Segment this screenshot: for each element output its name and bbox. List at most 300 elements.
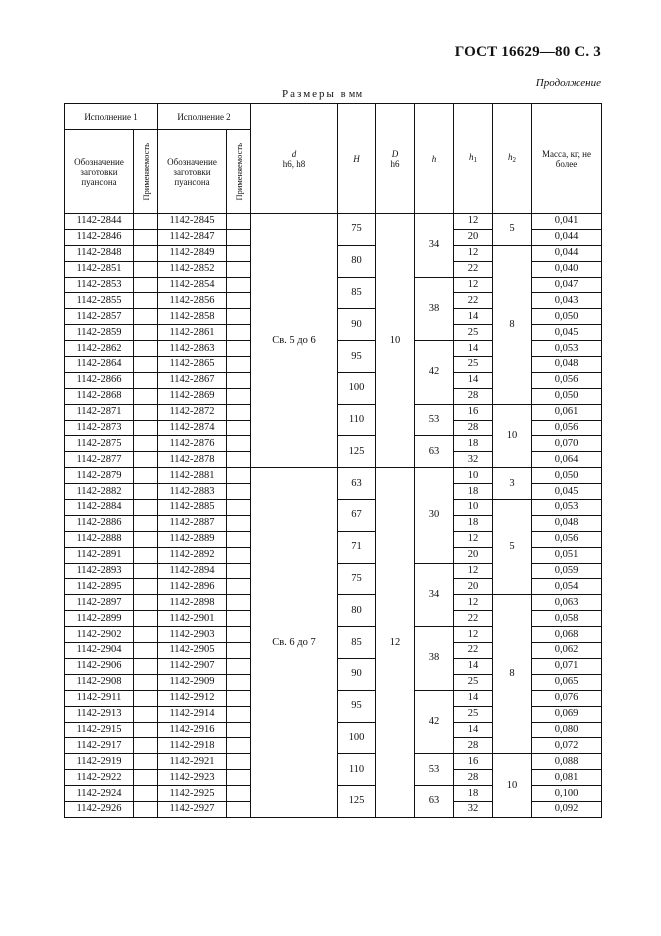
code-2-cell: 1142-2885 <box>158 500 227 516</box>
code-2-cell: 1142-2858 <box>158 309 227 325</box>
header-D-tolerance: h6 <box>390 158 400 169</box>
applicability-2-cell <box>227 261 251 277</box>
code-2-cell: 1142-2901 <box>158 611 227 627</box>
code-1-cell: 1142-2877 <box>65 452 134 468</box>
H-cell: 90 <box>338 658 376 690</box>
code-2-cell: 1142-2909 <box>158 674 227 690</box>
header-h: h <box>415 104 454 214</box>
applicability-1-cell <box>134 595 158 611</box>
h-cell: 42 <box>415 341 454 405</box>
applicability-1-cell <box>134 404 158 420</box>
mass-cell: 0,056 <box>532 420 602 436</box>
dimensions-label: Размеры <box>282 88 336 100</box>
code-2-cell: 1142-2896 <box>158 579 227 595</box>
code-1-cell: 1142-2859 <box>65 325 134 341</box>
h1-cell: 22 <box>454 611 493 627</box>
h-cell: 38 <box>415 627 454 691</box>
code-2-cell: 1142-2925 <box>158 786 227 802</box>
h1-cell: 14 <box>454 658 493 674</box>
code-2-cell: 1142-2881 <box>158 468 227 484</box>
H-cell: 67 <box>338 500 376 532</box>
applicability-2-cell <box>227 436 251 452</box>
header-h2-symbol: h <box>508 152 513 162</box>
code-1-cell: 1142-2862 <box>65 341 134 357</box>
H-cell: 110 <box>338 404 376 436</box>
header-code-2: Обозначение заготовки пуансона <box>158 130 227 214</box>
applicability-1-cell <box>134 277 158 293</box>
H-cell: 95 <box>338 341 376 373</box>
header-D-symbol: D <box>391 148 399 159</box>
h-cell: 53 <box>415 754 454 786</box>
header-h1 <box>454 104 493 214</box>
applicability-1-cell <box>134 261 158 277</box>
h2-cell: 8 <box>493 595 532 754</box>
H-cell: 90 <box>338 309 376 341</box>
applicability-1-cell <box>134 722 158 738</box>
mass-cell: 0,071 <box>532 658 602 674</box>
code-1-cell: 1142-2922 <box>65 770 134 786</box>
h1-cell: 18 <box>454 484 493 500</box>
code-2-cell: 1142-2845 <box>158 214 227 230</box>
applicability-2-cell <box>227 245 251 261</box>
mass-cell: 0,100 <box>532 786 602 802</box>
header-applicability-2-text: Применяемость <box>233 142 244 201</box>
h1-cell: 14 <box>454 722 493 738</box>
h1-cell: 12 <box>454 627 493 643</box>
code-1-cell: 1142-2908 <box>65 674 134 690</box>
code-1-cell: 1142-2902 <box>65 627 134 643</box>
applicability-2-cell <box>227 452 251 468</box>
h1-cell: 16 <box>454 404 493 420</box>
h1-cell: 14 <box>454 690 493 706</box>
applicability-1-cell <box>134 452 158 468</box>
applicability-2-cell <box>227 627 251 643</box>
H-cell: 75 <box>338 214 376 246</box>
header-D <box>376 104 415 214</box>
continuation-label: Продолжение <box>535 77 601 89</box>
header-h2-subscript: 2 <box>512 156 516 164</box>
applicability-2-cell <box>227 563 251 579</box>
H-cell: 71 <box>338 531 376 563</box>
applicability-2-cell <box>227 420 251 436</box>
code-1-cell: 1142-2871 <box>65 404 134 420</box>
code-1-cell: 1142-2853 <box>65 277 134 293</box>
applicability-1-cell <box>134 801 158 817</box>
applicability-1-cell <box>134 229 158 245</box>
header-version-1: Исполнение 1 <box>65 104 158 130</box>
code-1-cell: 1142-2891 <box>65 547 134 563</box>
code-2-cell: 1142-2872 <box>158 404 227 420</box>
code-2-cell: 1142-2856 <box>158 293 227 309</box>
h-cell: 34 <box>415 214 454 278</box>
mass-cell: 0,062 <box>532 643 602 659</box>
mass-cell: 0,044 <box>532 245 602 261</box>
h1-cell: 20 <box>454 229 493 245</box>
header-h1-subscript: 1 <box>473 156 477 164</box>
code-1-cell: 1142-2846 <box>65 229 134 245</box>
mass-cell: 0,053 <box>532 500 602 516</box>
h1-cell: 18 <box>454 786 493 802</box>
h1-cell: 22 <box>454 261 493 277</box>
applicability-2-cell <box>227 595 251 611</box>
applicability-1-cell <box>134 754 158 770</box>
h1-cell: 16 <box>454 754 493 770</box>
applicability-2-cell <box>227 674 251 690</box>
h1-cell: 22 <box>454 643 493 659</box>
code-2-cell: 1142-2923 <box>158 770 227 786</box>
applicability-1-cell <box>134 309 158 325</box>
code-2-cell: 1142-2905 <box>158 643 227 659</box>
applicability-2-cell <box>227 388 251 404</box>
code-2-cell: 1142-2912 <box>158 690 227 706</box>
applicability-1-cell <box>134 372 158 388</box>
h-cell: 34 <box>415 563 454 627</box>
H-cell: 125 <box>338 786 376 818</box>
code-1-cell: 1142-2844 <box>65 214 134 230</box>
code-2-cell: 1142-2876 <box>158 436 227 452</box>
H-cell: 85 <box>338 627 376 659</box>
applicability-2-cell <box>227 309 251 325</box>
mass-cell: 0,058 <box>532 611 602 627</box>
h1-cell: 12 <box>454 563 493 579</box>
h-cell: 30 <box>415 468 454 563</box>
h-cell: 38 <box>415 277 454 341</box>
H-cell: 63 <box>338 468 376 500</box>
h1-cell: 25 <box>454 357 493 373</box>
mass-cell: 0,056 <box>532 372 602 388</box>
code-2-cell: 1142-2847 <box>158 229 227 245</box>
h1-cell: 10 <box>454 500 493 516</box>
h1-cell: 22 <box>454 293 493 309</box>
code-2-cell: 1142-2898 <box>158 595 227 611</box>
code-1-cell: 1142-2911 <box>65 690 134 706</box>
code-2-cell: 1142-2892 <box>158 547 227 563</box>
h1-cell: 20 <box>454 547 493 563</box>
mass-cell: 0,080 <box>532 722 602 738</box>
code-1-cell: 1142-2913 <box>65 706 134 722</box>
mass-cell: 0,045 <box>532 325 602 341</box>
h2-cell: 10 <box>493 754 532 818</box>
applicability-1-cell <box>134 690 158 706</box>
header-h1-symbol: h <box>469 152 474 162</box>
D-cell: 10 <box>376 214 415 468</box>
code-2-cell: 1142-2863 <box>158 341 227 357</box>
code-2-cell: 1142-2903 <box>158 627 227 643</box>
code-1-cell: 1142-2899 <box>65 611 134 627</box>
applicability-1-cell <box>134 420 158 436</box>
mass-cell: 0,048 <box>532 357 602 373</box>
applicability-1-cell <box>134 531 158 547</box>
mass-cell: 0,068 <box>532 627 602 643</box>
mass-cell: 0,061 <box>532 404 602 420</box>
header-h2 <box>493 104 532 214</box>
applicability-2-cell <box>227 293 251 309</box>
applicability-2-cell <box>227 214 251 230</box>
h2-cell: 8 <box>493 245 532 404</box>
H-cell: 100 <box>338 722 376 754</box>
applicability-1-cell <box>134 293 158 309</box>
code-1-cell: 1142-2886 <box>65 515 134 531</box>
applicability-2-cell <box>227 658 251 674</box>
applicability-1-cell <box>134 738 158 754</box>
code-1-cell: 1142-2888 <box>65 531 134 547</box>
mass-cell: 0,050 <box>532 468 602 484</box>
code-2-cell: 1142-2918 <box>158 738 227 754</box>
applicability-2-cell <box>227 325 251 341</box>
applicability-1-cell <box>134 484 158 500</box>
code-1-cell: 1142-2893 <box>65 563 134 579</box>
code-1-cell: 1142-2924 <box>65 786 134 802</box>
mass-cell: 0,053 <box>532 341 602 357</box>
d-cell: Св. 5 до 6 <box>251 214 338 468</box>
h1-cell: 18 <box>454 515 493 531</box>
mass-cell: 0,063 <box>532 595 602 611</box>
mass-cell: 0,050 <box>532 388 602 404</box>
applicability-2-cell <box>227 690 251 706</box>
h1-cell: 25 <box>454 674 493 690</box>
h1-cell: 32 <box>454 801 493 817</box>
header-code-1: Обозначение заготовки пуансона <box>65 130 134 214</box>
applicability-1-cell <box>134 468 158 484</box>
mass-cell: 0,064 <box>532 452 602 468</box>
header-applicability-1 <box>134 130 158 214</box>
header-d-tolerance: h6, h8 <box>282 158 306 169</box>
applicability-1-cell <box>134 658 158 674</box>
h1-cell: 32 <box>454 452 493 468</box>
header-version-2: Исполнение 2 <box>158 104 251 130</box>
h2-cell: 10 <box>493 404 532 468</box>
applicability-2-cell <box>227 786 251 802</box>
code-2-cell: 1142-2916 <box>158 722 227 738</box>
code-1-cell: 1142-2926 <box>65 801 134 817</box>
h1-cell: 28 <box>454 770 493 786</box>
applicability-2-cell <box>227 357 251 373</box>
applicability-2-cell <box>227 229 251 245</box>
applicability-1-cell <box>134 579 158 595</box>
mass-cell: 0,076 <box>532 690 602 706</box>
code-1-cell: 1142-2906 <box>65 658 134 674</box>
h-cell: 63 <box>415 786 454 818</box>
h1-cell: 12 <box>454 245 493 261</box>
applicability-2-cell <box>227 404 251 420</box>
mass-cell: 0,088 <box>532 754 602 770</box>
applicability-2-cell <box>227 611 251 627</box>
applicability-2-cell <box>227 468 251 484</box>
h1-cell: 12 <box>454 277 493 293</box>
code-2-cell: 1142-2874 <box>158 420 227 436</box>
code-1-cell: 1142-2875 <box>65 436 134 452</box>
code-2-cell: 1142-2869 <box>158 388 227 404</box>
applicability-2-cell <box>227 515 251 531</box>
h1-cell: 12 <box>454 214 493 230</box>
code-2-cell: 1142-2907 <box>158 658 227 674</box>
code-1-cell: 1142-2919 <box>65 754 134 770</box>
code-1-cell: 1142-2864 <box>65 357 134 373</box>
applicability-1-cell <box>134 674 158 690</box>
code-2-cell: 1142-2867 <box>158 372 227 388</box>
code-1-cell: 1142-2904 <box>65 643 134 659</box>
code-1-cell: 1142-2848 <box>65 245 134 261</box>
applicability-2-cell <box>227 643 251 659</box>
mass-cell: 0,059 <box>532 563 602 579</box>
h1-cell: 28 <box>454 420 493 436</box>
mass-cell: 0,081 <box>532 770 602 786</box>
header-applicability-2 <box>227 130 251 214</box>
code-2-cell: 1142-2883 <box>158 484 227 500</box>
applicability-2-cell <box>227 372 251 388</box>
mass-cell: 0,043 <box>532 293 602 309</box>
h1-cell: 25 <box>454 325 493 341</box>
table-row <box>65 468 602 484</box>
applicability-2-cell <box>227 484 251 500</box>
applicability-1-cell <box>134 547 158 563</box>
code-2-cell: 1142-2914 <box>158 706 227 722</box>
code-2-cell: 1142-2852 <box>158 261 227 277</box>
applicability-1-cell <box>134 627 158 643</box>
h1-cell: 28 <box>454 388 493 404</box>
applicability-2-cell <box>227 706 251 722</box>
H-cell: 110 <box>338 754 376 786</box>
D-cell: 12 <box>376 468 415 818</box>
mass-cell: 0,047 <box>532 277 602 293</box>
applicability-2-cell <box>227 277 251 293</box>
code-1-cell: 1142-2895 <box>65 579 134 595</box>
code-1-cell: 1142-2866 <box>65 372 134 388</box>
header-d-symbol: d <box>291 148 297 159</box>
applicability-1-cell <box>134 611 158 627</box>
code-2-cell: 1142-2894 <box>158 563 227 579</box>
header-mass: Масса, кг, не более <box>532 104 602 214</box>
code-2-cell: 1142-2921 <box>158 754 227 770</box>
applicability-2-cell <box>227 500 251 516</box>
header-applicability-1-text: Применяемость <box>140 142 151 201</box>
mass-cell: 0,045 <box>532 484 602 500</box>
mass-cell: 0,069 <box>532 706 602 722</box>
applicability-1-cell <box>134 245 158 261</box>
mass-cell: 0,048 <box>532 515 602 531</box>
H-cell: 75 <box>338 563 376 595</box>
applicability-1-cell <box>134 770 158 786</box>
H-cell: 80 <box>338 595 376 627</box>
H-cell: 85 <box>338 277 376 309</box>
applicability-2-cell <box>227 579 251 595</box>
applicability-2-cell <box>227 770 251 786</box>
code-1-cell: 1142-2851 <box>65 261 134 277</box>
applicability-2-cell <box>227 754 251 770</box>
mass-cell: 0,070 <box>532 436 602 452</box>
applicability-1-cell <box>134 643 158 659</box>
dimensions-caption <box>282 88 363 100</box>
h1-cell: 12 <box>454 531 493 547</box>
mass-cell: 0,092 <box>532 801 602 817</box>
code-1-cell: 1142-2857 <box>65 309 134 325</box>
h1-cell: 28 <box>454 738 493 754</box>
applicability-1-cell <box>134 500 158 516</box>
code-1-cell: 1142-2855 <box>65 293 134 309</box>
header-H: H <box>338 104 376 214</box>
h-cell: 42 <box>415 690 454 754</box>
code-1-cell: 1142-2897 <box>65 595 134 611</box>
mass-cell: 0,041 <box>532 214 602 230</box>
h1-cell: 25 <box>454 706 493 722</box>
applicability-2-cell <box>227 801 251 817</box>
header-d <box>251 104 338 214</box>
h1-cell: 20 <box>454 579 493 595</box>
page-header: ГОСТ 16629—80 С. 3 <box>454 44 601 60</box>
mass-cell: 0,044 <box>532 229 602 245</box>
code-2-cell: 1142-2849 <box>158 245 227 261</box>
code-1-cell: 1142-2884 <box>65 500 134 516</box>
mass-cell: 0,050 <box>532 309 602 325</box>
applicability-1-cell <box>134 214 158 230</box>
h-cell: 63 <box>415 436 454 468</box>
applicability-1-cell <box>134 325 158 341</box>
h2-cell: 3 <box>493 468 532 500</box>
applicability-2-cell <box>227 341 251 357</box>
code-1-cell: 1142-2917 <box>65 738 134 754</box>
h1-cell: 10 <box>454 468 493 484</box>
H-cell: 80 <box>338 245 376 277</box>
code-1-cell: 1142-2873 <box>65 420 134 436</box>
h2-cell: 5 <box>493 500 532 595</box>
mass-cell: 0,056 <box>532 531 602 547</box>
dimensions-unit: в мм <box>340 89 363 100</box>
applicability-2-cell <box>227 722 251 738</box>
applicability-1-cell <box>134 436 158 452</box>
mass-cell: 0,040 <box>532 261 602 277</box>
applicability-2-cell <box>227 547 251 563</box>
h2-cell: 5 <box>493 214 532 246</box>
code-2-cell: 1142-2878 <box>158 452 227 468</box>
code-1-cell: 1142-2882 <box>65 484 134 500</box>
applicability-1-cell <box>134 563 158 579</box>
applicability-1-cell <box>134 357 158 373</box>
H-cell: 95 <box>338 690 376 722</box>
applicability-1-cell <box>134 515 158 531</box>
code-2-cell: 1142-2887 <box>158 515 227 531</box>
applicability-2-cell <box>227 738 251 754</box>
h1-cell: 14 <box>454 309 493 325</box>
h1-cell: 14 <box>454 372 493 388</box>
applicability-1-cell <box>134 706 158 722</box>
h1-cell: 14 <box>454 341 493 357</box>
code-2-cell: 1142-2927 <box>158 801 227 817</box>
applicability-2-cell <box>227 531 251 547</box>
h1-cell: 12 <box>454 595 493 611</box>
H-cell: 125 <box>338 436 376 468</box>
applicability-1-cell <box>134 341 158 357</box>
applicability-1-cell <box>134 786 158 802</box>
code-2-cell: 1142-2854 <box>158 277 227 293</box>
code-2-cell: 1142-2889 <box>158 531 227 547</box>
mass-cell: 0,054 <box>532 579 602 595</box>
h1-cell: 18 <box>454 436 493 452</box>
mass-cell: 0,065 <box>532 674 602 690</box>
table-row <box>65 214 602 230</box>
code-1-cell: 1142-2868 <box>65 388 134 404</box>
code-2-cell: 1142-2865 <box>158 357 227 373</box>
H-cell: 100 <box>338 372 376 404</box>
mass-cell: 0,051 <box>532 547 602 563</box>
code-1-cell: 1142-2915 <box>65 722 134 738</box>
dimensions-table <box>64 103 602 818</box>
h-cell: 53 <box>415 404 454 436</box>
code-1-cell: 1142-2879 <box>65 468 134 484</box>
code-2-cell: 1142-2861 <box>158 325 227 341</box>
d-cell: Св. 6 до 7 <box>251 468 338 818</box>
mass-cell: 0,072 <box>532 738 602 754</box>
applicability-1-cell <box>134 388 158 404</box>
